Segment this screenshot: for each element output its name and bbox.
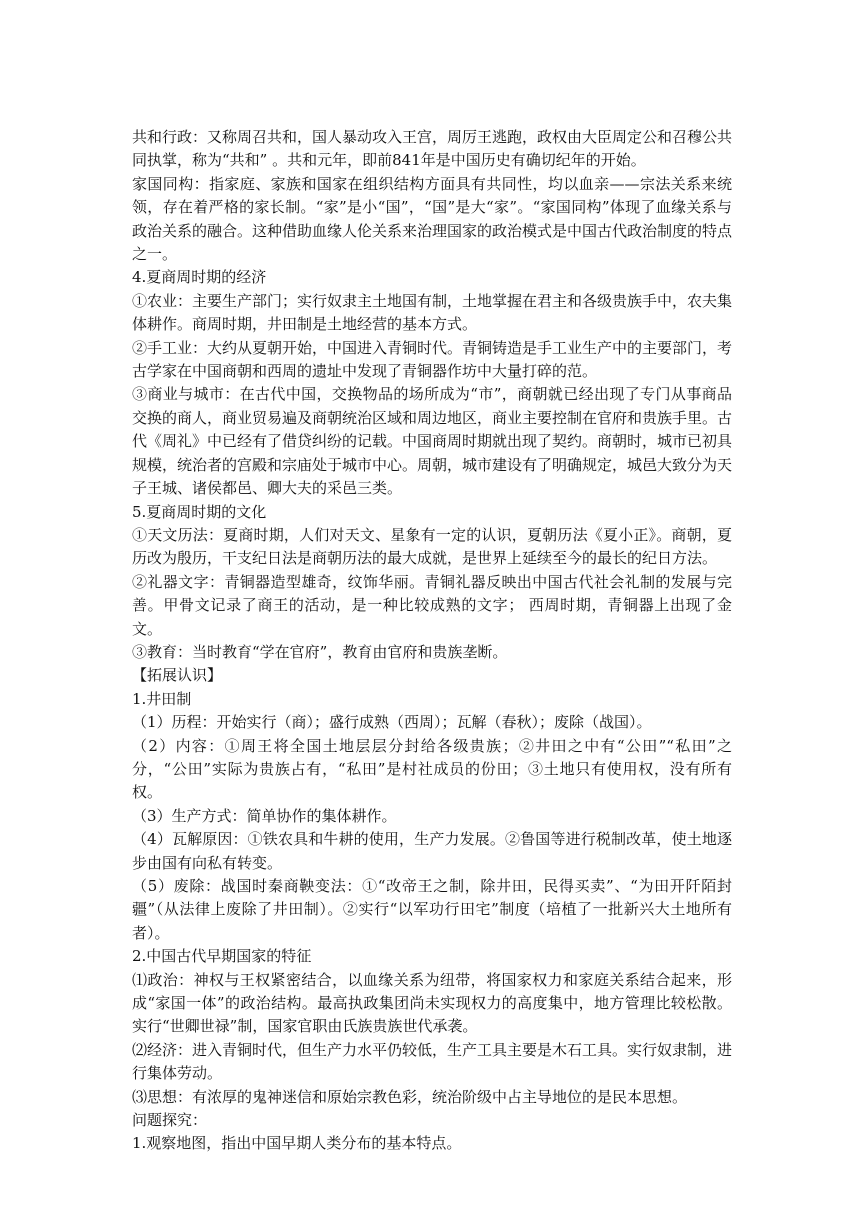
paragraph-jingtian-5: （5）废除：战国时秦商鞅变法：①“改帝王之制，除井田，民得买卖”、“为田开阡陌封疆”（从法律上废除了井田制）。②实行“以军功行田宅”制度（培植了一批新兴大土地所有者）。 xyxy=(132,877,732,942)
paragraph-handicraft: ②手工业：大约从夏朝开始，中国进入青铜时代。青铜铸造是手工业生产中的主要部门，考古学家在中国商朝和西周的遗址中发现了青铜器作坊中大量打碎的范。 xyxy=(132,338,733,381)
paragraph-jingtian-2: （2）内容：①周王将全国土地层层分封给各级贵族；②井田之中有“公田”“私田”之分，“公田”实际为贵族占有，“私田”是村社成员的份田；③土地只有使用权，没有所有权。 xyxy=(132,736,732,802)
heading-economy: 4.夏商周时期的经济 xyxy=(132,268,267,287)
question-1: 1.观察地图，指出中国早期人类分布的基本特点。 xyxy=(132,1134,462,1153)
paragraph-jingtian-4: （4）瓦解原因：①铁农具和牛耕的使用，生产力发展。②鲁国等进行税制改革，使土地逐步由国有向私有转变。 xyxy=(132,830,732,872)
paragraph-gonghe: 共和行政：又称周召共和，国人暴动攻入王宫，周厉王逃跑，政权由大臣周定公和召穆公共同执掌，称为“共和” 。共和元年，即前841年是中国历史有确切纪年的开始。 xyxy=(132,128,733,170)
heading-early-state: 2.中国古代早期国家的特征 xyxy=(132,947,312,966)
paragraph-education: ③教育：当时教育“学在官府”，教育由官府和贵族垄断。 xyxy=(132,642,508,661)
paragraph-ritual: ②礼器文字：青铜器造型雄奇，纹饰华丽。青铜礼器反映出中国古代社会礼制的发展与完善。甲骨文记录了商王的活动，是一种比较成熟的文字； 西周时期，青铜器上出现了金文。 xyxy=(132,572,732,638)
paragraph-jiaguo: 家国同构：指家庭、家族和国家在组织结构方面具有共同性，均以血亲——宗法关系来统领，存在着严格的家长制。“家”是小“国”，“国”是大“家”。“家国同构”体现了血缘关系与政治关系的融合。这种借助血缘人伦关系来治理国家的政治模式是中国古代政治制度的特点之一。 xyxy=(132,174,733,264)
paragraph-jingtian-1: （1）历程：开始实行（商）；盛行成熟（西周）；瓦解（春秋）；废除（战国）。 xyxy=(132,713,652,732)
paragraph-thought: ⑶思想：有浓厚的鬼神迷信和原始宗教色彩，统治阶级中占主导地位的是民本思想。 xyxy=(132,1087,688,1106)
paragraph-calendar: ①天文历法：夏商时期，人们对天文、星象有一定的认识，夏朝历法《夏小正》。商朝，夏历改为殷历，干支纪日法是商朝历法的最大成就，是世界上延续至今的最长的纪日方法。 xyxy=(132,525,732,568)
heading-extension: 【拓展认识】 xyxy=(132,666,223,685)
paragraph-jingtian-3: （3）生产方式：简单协作的集体耕作。 xyxy=(132,806,397,825)
heading-inquiry: 问题探究： xyxy=(132,1111,208,1130)
paragraph-economy: ⑵经济：进入青铜时代，但生产力水平仍较低，生产工具主要是木石工具。实行奴隶制，进行集体劳动。 xyxy=(132,1040,733,1083)
heading-culture: 5.夏商周时期的文化 xyxy=(132,502,267,521)
paragraph-commerce: ③商业与城市：在古代中国，交换物品的场所成为“市”，商朝就已经出现了专门从事商品交换的商人，商业贸易遍及商朝统治区域和周边地区，商业主要控制在官府和贵族手里。古代《周礼》中已经有了借贷纠纷的记载。中国商周时期就出现了契约。商朝时，城市已初具规模，统治者的宫殿和宗庙处于城市中心。周朝，城市建设有了明确规定，城邑大致分为天子王城、诸侯都邑、卿大夫的采邑三类。 xyxy=(132,385,733,498)
heading-jingtian: 1.井田制 xyxy=(132,689,192,708)
paragraph-politics: ⑴政治：神权与王权紧密结合，以血缘关系为纽带，将国家权力和家庭关系结合起来，形成“家国一体”的政治结构。最高执政集团尚未实现权力的高度集中，地方管理比较松散。实行“世卿世禄”制，国家官职由氏族贵族世代承袭。 xyxy=(132,970,732,1036)
paragraph-agriculture: ①农业：主要生产部门；实行奴隶主土地国有制，土地掌握在君主和各级贵族手中，农夫集体耕作。商周时期，井田制是土地经营的基本方式。 xyxy=(132,291,733,334)
